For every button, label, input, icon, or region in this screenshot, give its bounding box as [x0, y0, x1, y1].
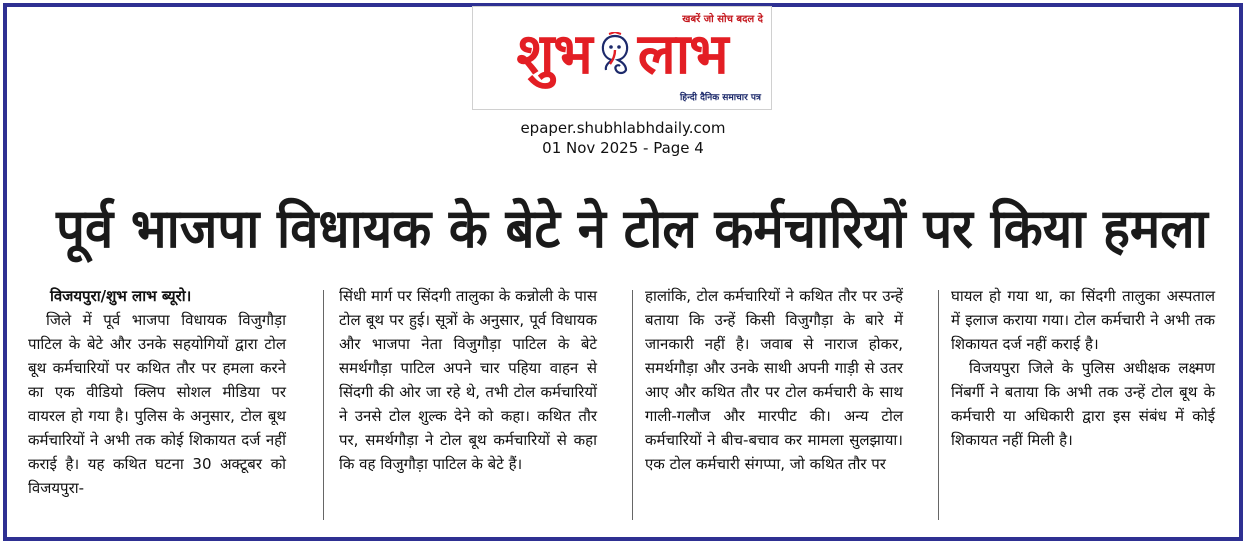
- masthead-tagline: खबरें जो सोच बदल दे: [682, 14, 763, 25]
- column-divider: [938, 290, 939, 520]
- column-1-text: जिले में पूर्व भाजपा विधायक विजुगौड़ा पाटिल के बेटे और उनके सहयोगियों द्वारा टोल बूथ कर्मचारियों पर कथित तौर पर हमला करने का एक वीडियो क्लिप सोशल मीडिया पर वायरल हो गया है। पुलिस के अनुसार, टोल बूथ कर्मचारियों ने अभी तक कोई शिकायत दर्ज नहीं कराई है। यह कथित घटना 30 अक्टूबर को विजयपुरा-: [28, 311, 286, 497]
- logo-right-word: लाभ: [637, 22, 728, 87]
- source-date-page: 01 Nov 2025 - Page 4: [542, 139, 704, 157]
- article-column-3: [645, 284, 903, 476]
- source-url[interactable]: epaper.shubhlabhdaily.com: [520, 119, 726, 137]
- article-headline: पूर्व भाजपा विधायक के बेटे ने टोल कर्मचारियों पर किया हमला: [56, 197, 1208, 260]
- masthead-subtitle: हिन्दी दैनिक समाचार पत्र: [679, 93, 761, 103]
- article-column-1: [28, 284, 286, 500]
- column-divider: [323, 290, 324, 520]
- masthead-logo[interactable]: [472, 6, 772, 110]
- column-4-text-b: विजयपुरा जिले के पुलिस अधीक्षक लक्ष्मण निंबर्गी ने बताया कि अभी तक उन्हें टोल बूथ के कर्मचारी या अधिकारी द्वारा इस संबंध में कोई शिकायत नहीं मिली है।: [951, 359, 1215, 449]
- column-3-text: हालांकि, टोल कर्मचारियों ने कथित तौर पर उन्हें बताया कि उन्हें किसी विजुगौड़ा के बारे में जानकारी नहीं है। जवाब से नाराज होकर, समर्थगौड़ा और उनके साथी अपनी गाड़ी से उतर आए और कथित तौर पर टोल कर्मचारी के साथ गाली-गलौज और मारपीट की। अन्य टोल कर्मचारियों ने बीच-बचाव कर मामला सुलझाया। एक टोल कर्मचारी संगप्पा, जो कथित तौर पर: [645, 287, 903, 473]
- column-divider: [632, 290, 633, 520]
- article-column-2: [339, 284, 597, 476]
- column-4-text-a: घायल हो गया था, का सिंदगी तालुका अस्पताल में इलाज कराया गया। टोल कर्मचारी ने अभी तक शिकायत दर्ज नहीं कराई है।: [951, 287, 1215, 353]
- logo-wordmark: [473, 21, 771, 89]
- column-2-text: सिंधी मार्ग पर सिंदगी तालुका के कन्नोली के पास टोल बूथ पर हुई। सूत्रों के अनुसार, पूर्व विधायक और भाजपा नेता विजुगौड़ा पाटिल के बेटे समर्थगौड़ा पाटिल अपने चार पहिया वाहन से सिंदगी की ओर जा रहे थे, तभी टोल कर्मचारियों ने उनसे टोल शुल्क देने को कहा। कथित तौर पर, समर्थगौड़ा ने टोल बूथ कर्मचारियों से कहा कि वह विजुगौड़ा पाटिल के बेटे हैं।: [339, 287, 597, 473]
- ganesha-logo-icon: [596, 32, 634, 76]
- logo-left-word: शुभ: [516, 22, 592, 87]
- article-column-4: [951, 284, 1215, 452]
- article-byline: विजयपुरा/शुभ लाभ ब्यूरो।: [50, 287, 192, 305]
